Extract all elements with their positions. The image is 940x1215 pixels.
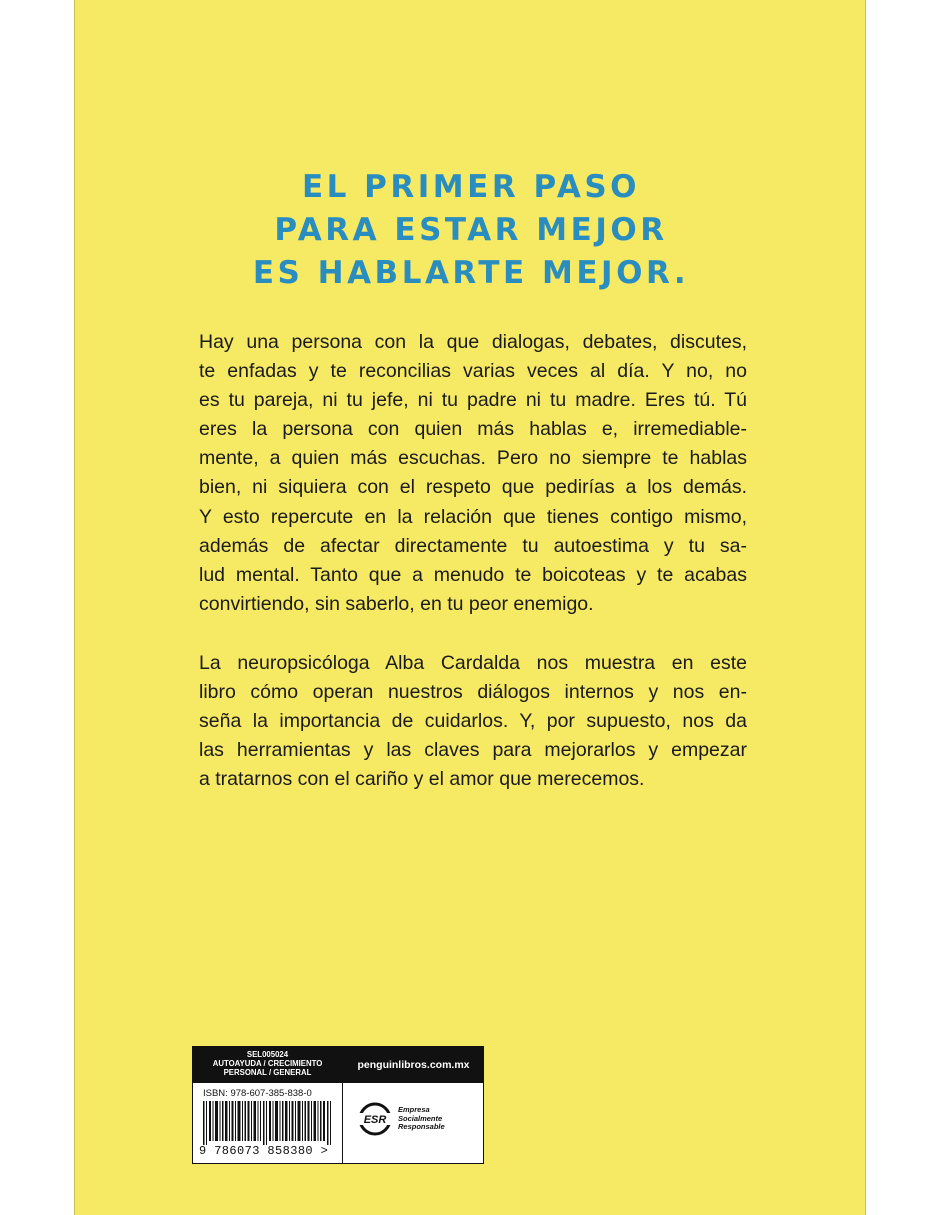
esr-line-1: Empresa	[398, 1105, 430, 1114]
esr-mark: ESR	[363, 1114, 387, 1126]
synopsis	[199, 328, 747, 794]
headline-line-2: PARA ESTAR MEJOR	[274, 212, 668, 248]
text-line: Y esto repercute en la relación que tienes contigo mismo,	[199, 505, 747, 528]
barcode-digits: 9 786073 858380 >	[199, 1144, 329, 1158]
divider	[342, 1047, 343, 1163]
text-line: libro cómo operan nuestros diálogos internos y nos en-	[199, 681, 747, 704]
text-line: seña la importancia de cuidarlos. Y, por supuesto, nos da	[199, 710, 747, 733]
esr-line-2: Socialmente	[398, 1113, 443, 1123]
headline-line-3: ES HABLARTE MEJOR.	[252, 255, 690, 291]
synopsis-paragraph-1	[199, 328, 747, 619]
esr-logo-icon	[357, 1101, 393, 1137]
synopsis-paragraph-2	[199, 649, 747, 794]
text-line: eres la persona con quien más hablas e, irremediable-	[199, 418, 747, 441]
esr-line-3: Responsable	[398, 1122, 445, 1131]
text-line: mente, a quien más escuchas. Pero no siempre te hablas	[199, 447, 747, 470]
text-line: te enfadas y te reconcilias varias veces al día. Y no, no	[199, 360, 747, 383]
category-code: SEL005024	[246, 1050, 289, 1059]
text-line: es tu pareja, ni tu jefe, ni tu padre ni tu madre. Eres tú. Tú	[199, 389, 747, 412]
category-line-2: PERSONAL / GENERAL	[223, 1068, 312, 1077]
text-line: convirtiendo, sin saberlo, en tu peor enemigo.	[199, 592, 594, 615]
publisher-info-box	[192, 1046, 484, 1164]
text-line: además de afectar directamente tu autoestima y tu sa-	[199, 534, 747, 557]
esr-label	[398, 1106, 445, 1132]
isbn-label: ISBN: 978-607-385-838-0	[203, 1088, 312, 1099]
text-line: La neuropsicóloga Alba Cardalda nos muestra en este	[199, 651, 747, 674]
text-line: Hay una persona con la que dialogas, debates, discutes,	[199, 331, 747, 353]
text-line: bien, ni siquiera con el respeto que pedirías a los demás.	[199, 476, 747, 499]
text-line: las herramientas y las claves para mejorarlos y empezar	[199, 739, 747, 762]
headline-line-1: EL PRIMER PASO	[301, 169, 641, 205]
category-block	[193, 1047, 342, 1083]
publisher-website: penguinlibros.com.mx	[343, 1047, 484, 1083]
text-line: lud mental. Tanto que a menudo te boicoteas y te acabas	[199, 563, 747, 586]
headline	[75, 166, 867, 295]
category-line-1: AUTOAYUDA / CRECIMIENTO	[212, 1059, 323, 1068]
book-back-cover	[74, 0, 866, 1215]
text-line: a tratarnos con el cariño y el amor que merecemos.	[199, 768, 645, 791]
barcode-icon	[203, 1101, 333, 1145]
